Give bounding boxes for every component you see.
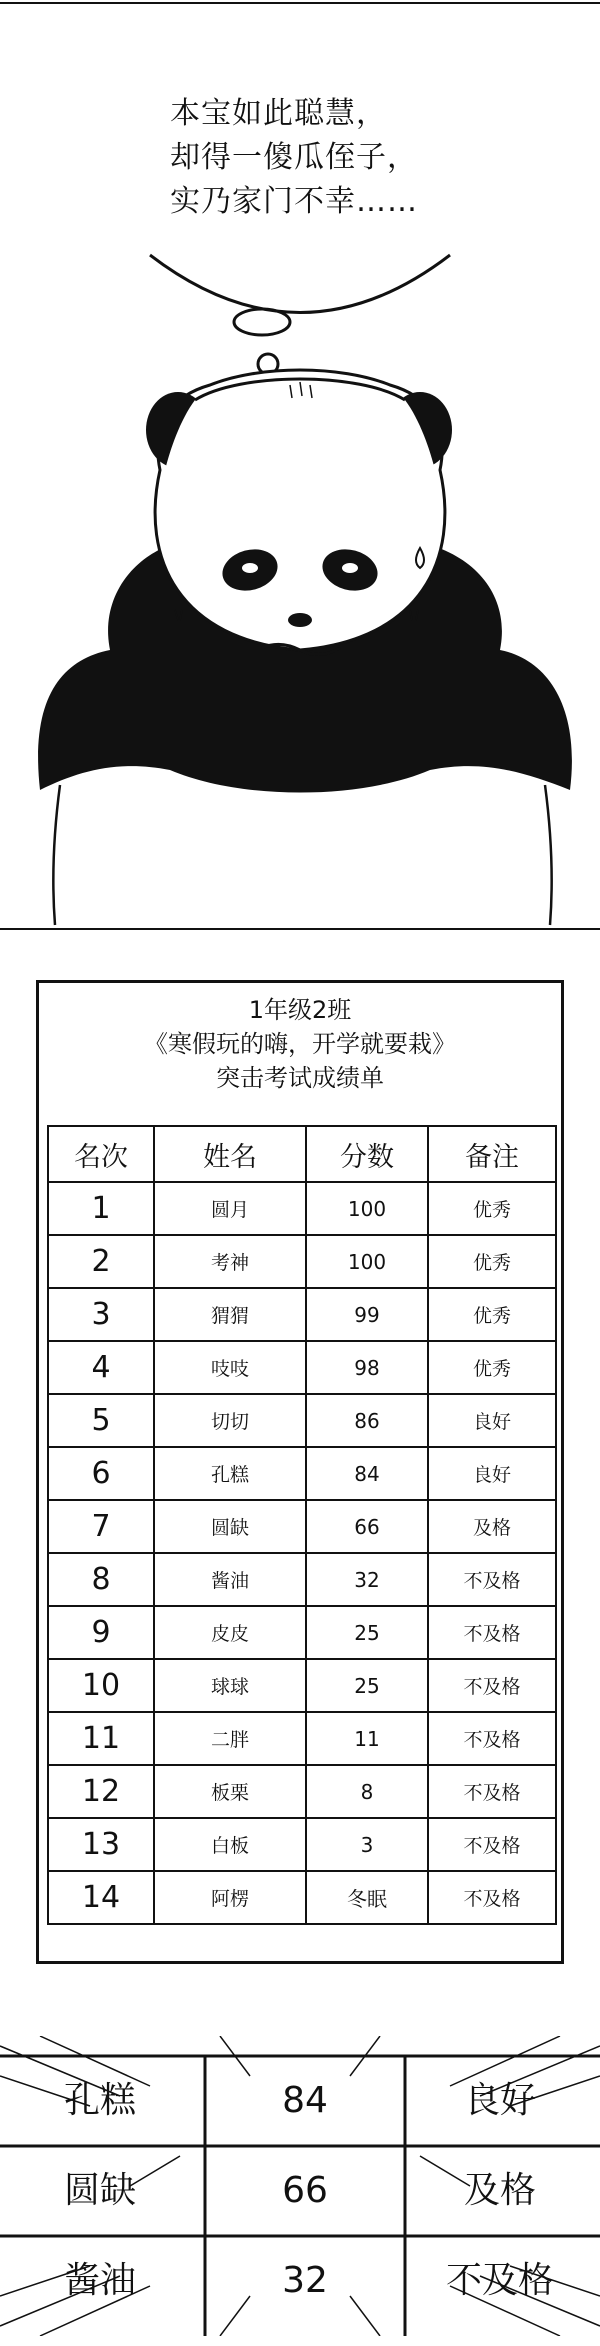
score-sheet xyxy=(36,980,564,1964)
zoom-name-cell: 孔糕 xyxy=(63,2080,136,2121)
note-cell: 优秀 xyxy=(428,1288,556,1341)
rank-cell: 14 xyxy=(48,1871,154,1924)
zoom-score-cell: 66 xyxy=(282,2170,328,2211)
zoom-note-cell: 良好 xyxy=(463,2080,536,2121)
table-row xyxy=(48,1553,556,1606)
score-cell: 11 xyxy=(306,1712,428,1765)
table-row xyxy=(48,1765,556,1818)
name-cell: 阿楞 xyxy=(154,1871,306,1924)
table-row xyxy=(48,1500,556,1553)
zoom-note-cell: 不及格 xyxy=(445,2260,554,2301)
thought-line-2: 却得一傻瓜侄子， xyxy=(170,140,418,175)
thought-bubble xyxy=(150,255,450,313)
thought-line-1: 本宝如此聪慧， xyxy=(170,96,387,131)
score-cell: 25 xyxy=(306,1606,428,1659)
score-cell: 99 xyxy=(306,1288,428,1341)
score-cell: 3 xyxy=(306,1818,428,1871)
rank-cell: 11 xyxy=(48,1712,154,1765)
header-rank: 名次 xyxy=(48,1126,154,1182)
header-note: 备注 xyxy=(428,1126,556,1182)
note-cell: 不及格 xyxy=(428,1765,556,1818)
note-cell: 不及格 xyxy=(428,1553,556,1606)
name-cell: 白板 xyxy=(154,1818,306,1871)
thought-line-3: 实乃家门不幸…… xyxy=(170,184,418,219)
note-cell: 不及格 xyxy=(428,1871,556,1924)
note-cell: 不及格 xyxy=(428,1818,556,1871)
table-row xyxy=(48,1341,556,1394)
note-cell: 优秀 xyxy=(428,1341,556,1394)
score-cell: 98 xyxy=(306,1341,428,1394)
name-cell: 酱油 xyxy=(154,1553,306,1606)
name-cell: 皮皮 xyxy=(154,1606,306,1659)
note-cell: 良好 xyxy=(428,1447,556,1500)
table-row xyxy=(48,1235,556,1288)
zoom-note-cell: 及格 xyxy=(463,2170,536,2211)
note-cell: 优秀 xyxy=(428,1235,556,1288)
score-cell: 25 xyxy=(306,1659,428,1712)
table-row xyxy=(48,1606,556,1659)
thought-text xyxy=(170,92,470,224)
score-cell: 66 xyxy=(306,1500,428,1553)
note-cell: 不及格 xyxy=(428,1659,556,1712)
note-cell: 优秀 xyxy=(428,1182,556,1235)
score-cell: 32 xyxy=(306,1553,428,1606)
score-cell: 100 xyxy=(306,1235,428,1288)
name-cell: 圆缺 xyxy=(154,1500,306,1553)
table-row xyxy=(48,1659,556,1712)
zoom-name-cell: 圆缺 xyxy=(63,2170,136,2211)
table-row xyxy=(48,1288,556,1341)
rank-cell: 4 xyxy=(48,1341,154,1394)
note-cell: 良好 xyxy=(428,1394,556,1447)
thought-bubble-dot-large xyxy=(234,309,290,335)
sheet-title-subtitle: 《寒假玩的嗨，开学就要栽》 xyxy=(144,1030,456,1058)
header-score: 分数 xyxy=(306,1126,428,1182)
sheet-title-class: 1年级2班 xyxy=(248,996,352,1024)
table-header-row xyxy=(48,1126,556,1182)
note-cell: 不及格 xyxy=(428,1606,556,1659)
panel-divider xyxy=(0,928,600,930)
name-cell: 吱吱 xyxy=(154,1341,306,1394)
name-cell: 切切 xyxy=(154,1394,306,1447)
rank-cell: 7 xyxy=(48,1500,154,1553)
name-cell: 圆月 xyxy=(154,1182,306,1235)
table-row xyxy=(48,1182,556,1235)
score-cell: 84 xyxy=(306,1447,428,1500)
rank-cell: 12 xyxy=(48,1765,154,1818)
name-cell: 猬猬 xyxy=(154,1288,306,1341)
rank-cell: 5 xyxy=(48,1394,154,1447)
rank-cell: 2 xyxy=(48,1235,154,1288)
name-cell: 板栗 xyxy=(154,1765,306,1818)
score-table xyxy=(47,1125,557,1925)
zoom-score-cell: 84 xyxy=(282,2080,328,2121)
name-cell: 二胖 xyxy=(154,1712,306,1765)
rank-cell: 3 xyxy=(48,1288,154,1341)
sheet-title xyxy=(39,983,561,1123)
score-cell: 100 xyxy=(306,1182,428,1235)
note-cell: 不及格 xyxy=(428,1712,556,1765)
score-cell: 8 xyxy=(306,1765,428,1818)
rank-cell: 13 xyxy=(48,1818,154,1871)
table-row xyxy=(48,1447,556,1500)
sheet-title-name: 突击考试成绩单 xyxy=(216,1064,384,1092)
rank-cell: 10 xyxy=(48,1659,154,1712)
table-row xyxy=(48,1394,556,1447)
panda-nose xyxy=(288,613,312,627)
header-name: 姓名 xyxy=(154,1126,306,1182)
score-cell: 冬眠 xyxy=(306,1871,428,1924)
rank-cell: 1 xyxy=(48,1182,154,1235)
panda-body xyxy=(53,785,551,925)
score-cell: 86 xyxy=(306,1394,428,1447)
table-row xyxy=(48,1818,556,1871)
zoom-panel xyxy=(0,2036,600,2336)
rank-cell: 9 xyxy=(48,1606,154,1659)
name-cell: 球球 xyxy=(154,1659,306,1712)
table-row xyxy=(48,1712,556,1765)
note-cell: 及格 xyxy=(428,1500,556,1553)
name-cell: 孔糕 xyxy=(154,1447,306,1500)
name-cell: 考神 xyxy=(154,1235,306,1288)
table-row xyxy=(48,1871,556,1924)
zoom-score-cell: 32 xyxy=(282,2260,328,2301)
rank-cell: 8 xyxy=(48,1553,154,1606)
zoom-name-cell: 酱油 xyxy=(63,2260,136,2301)
rank-cell: 6 xyxy=(48,1447,154,1500)
